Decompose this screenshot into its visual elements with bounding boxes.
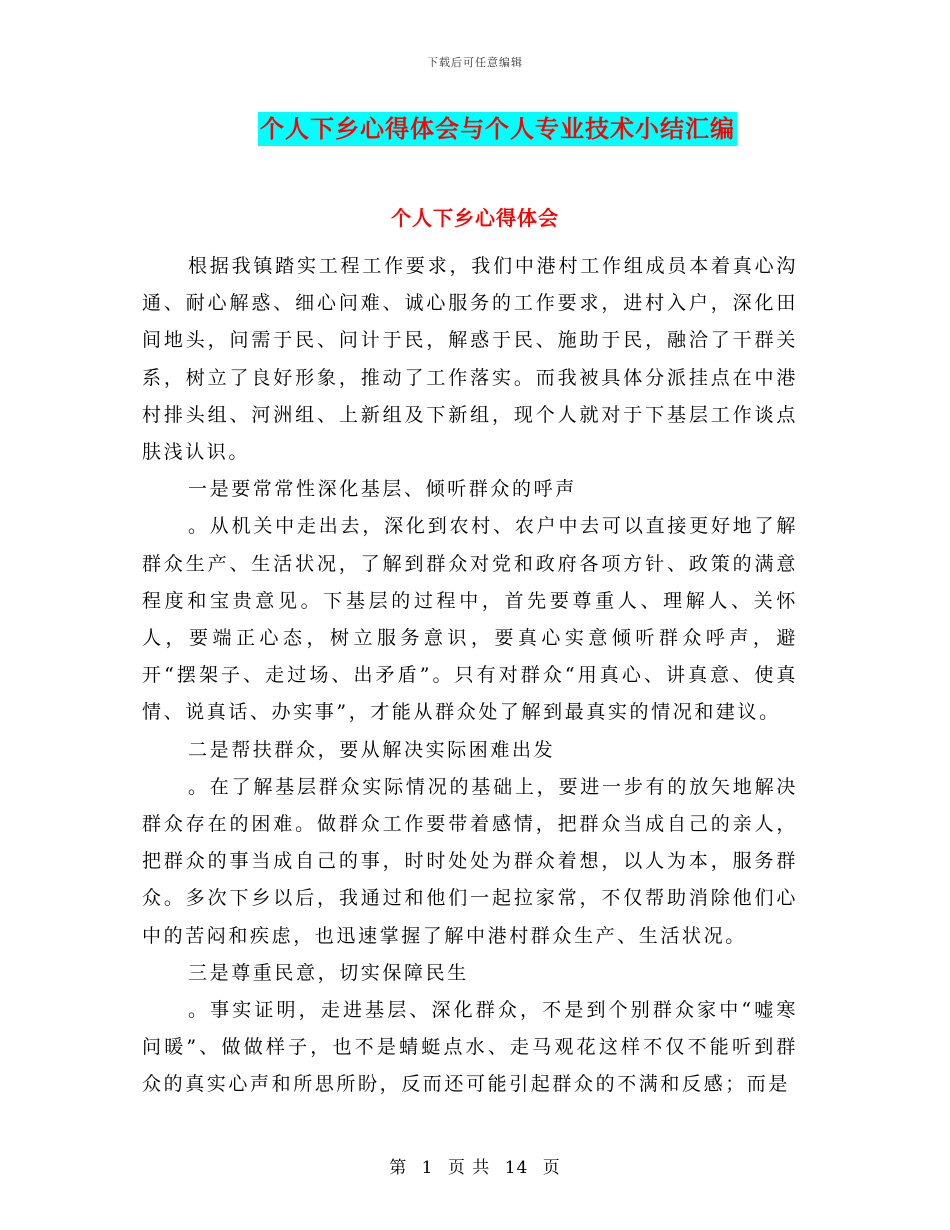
footer-prefix: 第 bbox=[389, 1158, 408, 1178]
paragraph-point-2: 。在了解基层群众实际情况的基础上，要进一步有的放矢地解决群众存在的困难。做群众工作要带着感情，把群众当成自己的亲人，把群众的事当成自己的事，时时处处为群众着想，以人为本，服务群众。多次下乡以后，我通过和他们一起拉家常，不仅帮助消除他们心中的苦闷和疾虑，也迅速掌握了解中港村群众生产、生活状况。 bbox=[142, 775, 798, 947]
main-title-wrap bbox=[0, 112, 950, 146]
document-body bbox=[142, 248, 798, 1104]
point-heading-3: 三是尊重民意，切实保障民生 bbox=[188, 961, 469, 984]
footer-page-number: 1 bbox=[421, 1158, 434, 1178]
footer-middle: 页 共 bbox=[447, 1158, 491, 1178]
paragraph-point-3: 。事实证明，走进基层、深化群众，不是到个别群众家中“嘘寒问暖”、做做样子，也不是蜻蜓点水、走马观花这样不仅不能听到群众的真实心声和所思所盼，反而还可能引起群众的不满和反感；而是 bbox=[142, 999, 798, 1096]
section-title: 个人下乡心得体会 bbox=[391, 206, 559, 230]
paragraph-intro: 根据我镇踏实工程工作要求，我们中港村工作组成员本着真心沟通、耐心解惑、细心问难、诚心服务的工作要求，进村入户，深化田间地头，问需于民、问计于民，解惑于民、施助于民，融洽了干群关系，树立了良好形象，推动了工作落实。而我被具体分派挂点在中港村排头组、河洲组、上新组及下新组，现个人就对于下基层工作谈点肤浅认识。 bbox=[142, 255, 798, 464]
header-note: 下载后可任意编辑 bbox=[427, 56, 523, 69]
point-heading-2: 二是帮扶群众，要从解决实际困难出发 bbox=[188, 738, 556, 761]
document-title: 个人下乡心得体会与个人专业技术小结汇编 bbox=[258, 112, 737, 146]
page-footer bbox=[0, 1153, 950, 1178]
footer-total-pages: 14 bbox=[504, 1158, 529, 1178]
footer-suffix: 页 bbox=[542, 1158, 561, 1178]
paragraph-point-1: 。从机关中走出去，深化到农村、农户中去可以直接更好地了解群众生产、生活状况，了解到群众对党和政府各项方针、政策的满意程度和宝贵意见。下基层的过程中，首先要尊重人、理解人、关怀人，要端正心态，树立服务意识，要真心实意倾听群众呼声，避开“摆架子、走过场、出矛盾”。只有对群众“用真心、讲真意、使真情、说真话、办实事”，才能从群众处了解到最真实的情况和建议。 bbox=[142, 515, 798, 724]
point-heading-1: 一是要常常性深化基层、倾听群众的呼声 bbox=[188, 478, 577, 501]
